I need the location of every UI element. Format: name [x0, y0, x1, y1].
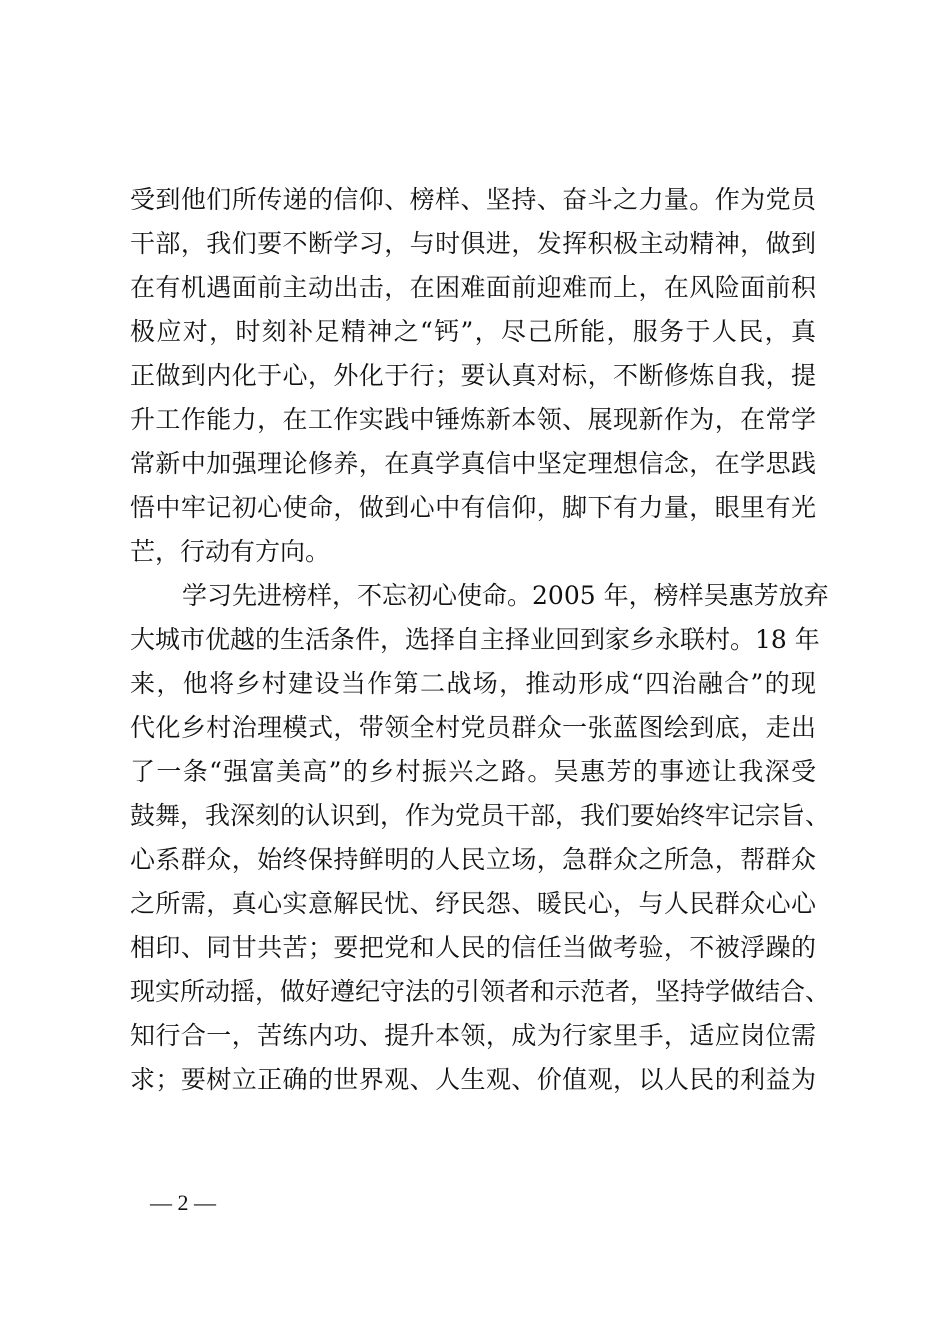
text-line: 之所需，真心实意解民忧、纾民怨、暖民心，与人民群众心心 [130, 889, 816, 918]
text-line: 受到他们所传递的信仰、榜样、坚持、奋斗之力量。作为党员 [130, 185, 816, 214]
text-line: 悟中牢记初心使命，做到心中有信仰，脚下有力量，眼里有光 [130, 493, 816, 522]
text-line: 干部，我们要不断学习，与时俱进，发挥积极主动精神，做到 [130, 229, 816, 258]
text-line: 学习先进榜样，不忘初心使命。2005 年，榜样吴惠芳放弃 [182, 581, 829, 610]
page-number: — 2 — [150, 1190, 216, 1215]
text-line: 常新中加强理论修养，在真学真信中坚定理想信念，在学思践 [130, 449, 816, 478]
text-line: 升工作能力，在工作实践中锤炼新本领、展现新作为，在常学 [130, 405, 816, 434]
text-line: 求；要树立正确的世界观、人生观、价值观，以人民的利益为 [130, 1065, 816, 1094]
text-line: 鼓舞，我深刻的认识到，作为党员干部，我们要始终牢记宗旨、 [130, 801, 831, 830]
text-line: 心系群众，始终保持鲜明的人民立场，急群众之所急，帮群众 [130, 845, 816, 874]
text-line: 极应对，时刻补足精神之“钙”，尽己所能，服务于人民，真 [130, 317, 816, 346]
text-line: 代化乡村治理模式，带领全村党员群众一张蓝图绘到底，走出 [130, 713, 816, 742]
body-text [130, 178, 831, 1102]
text-line: 大城市优越的生活条件，选择自主择业回到家乡永联村。18 年 [130, 625, 820, 654]
text-line: 正做到内化于心，外化于行；要认真对标，不断修炼自我，提 [130, 361, 816, 390]
text-line: 现实所动摇，做好遵纪守法的引领者和示范者，坚持学做结合、 [130, 977, 831, 1006]
text-line: 在有机遇面前主动出击，在困难面前迎难而上，在风险面前积 [130, 273, 816, 302]
text-line: 相印、同甘共苦；要把党和人民的信任当做考验，不被浮躁的 [130, 933, 816, 962]
text-line: 了一条“强富美高”的乡村振兴之路。吴惠芳的事迹让我深受 [130, 757, 816, 786]
text-line: 芒，行动有方向。 [130, 537, 331, 566]
paragraph [130, 178, 816, 574]
text-line: 来，他将乡村建设当作第二战场，推动形成“四治融合”的现 [130, 669, 816, 698]
paragraph [130, 574, 831, 1102]
text-line: 知行合一，苦练内功、提升本领，成为行家里手，适应岗位需 [130, 1021, 816, 1050]
